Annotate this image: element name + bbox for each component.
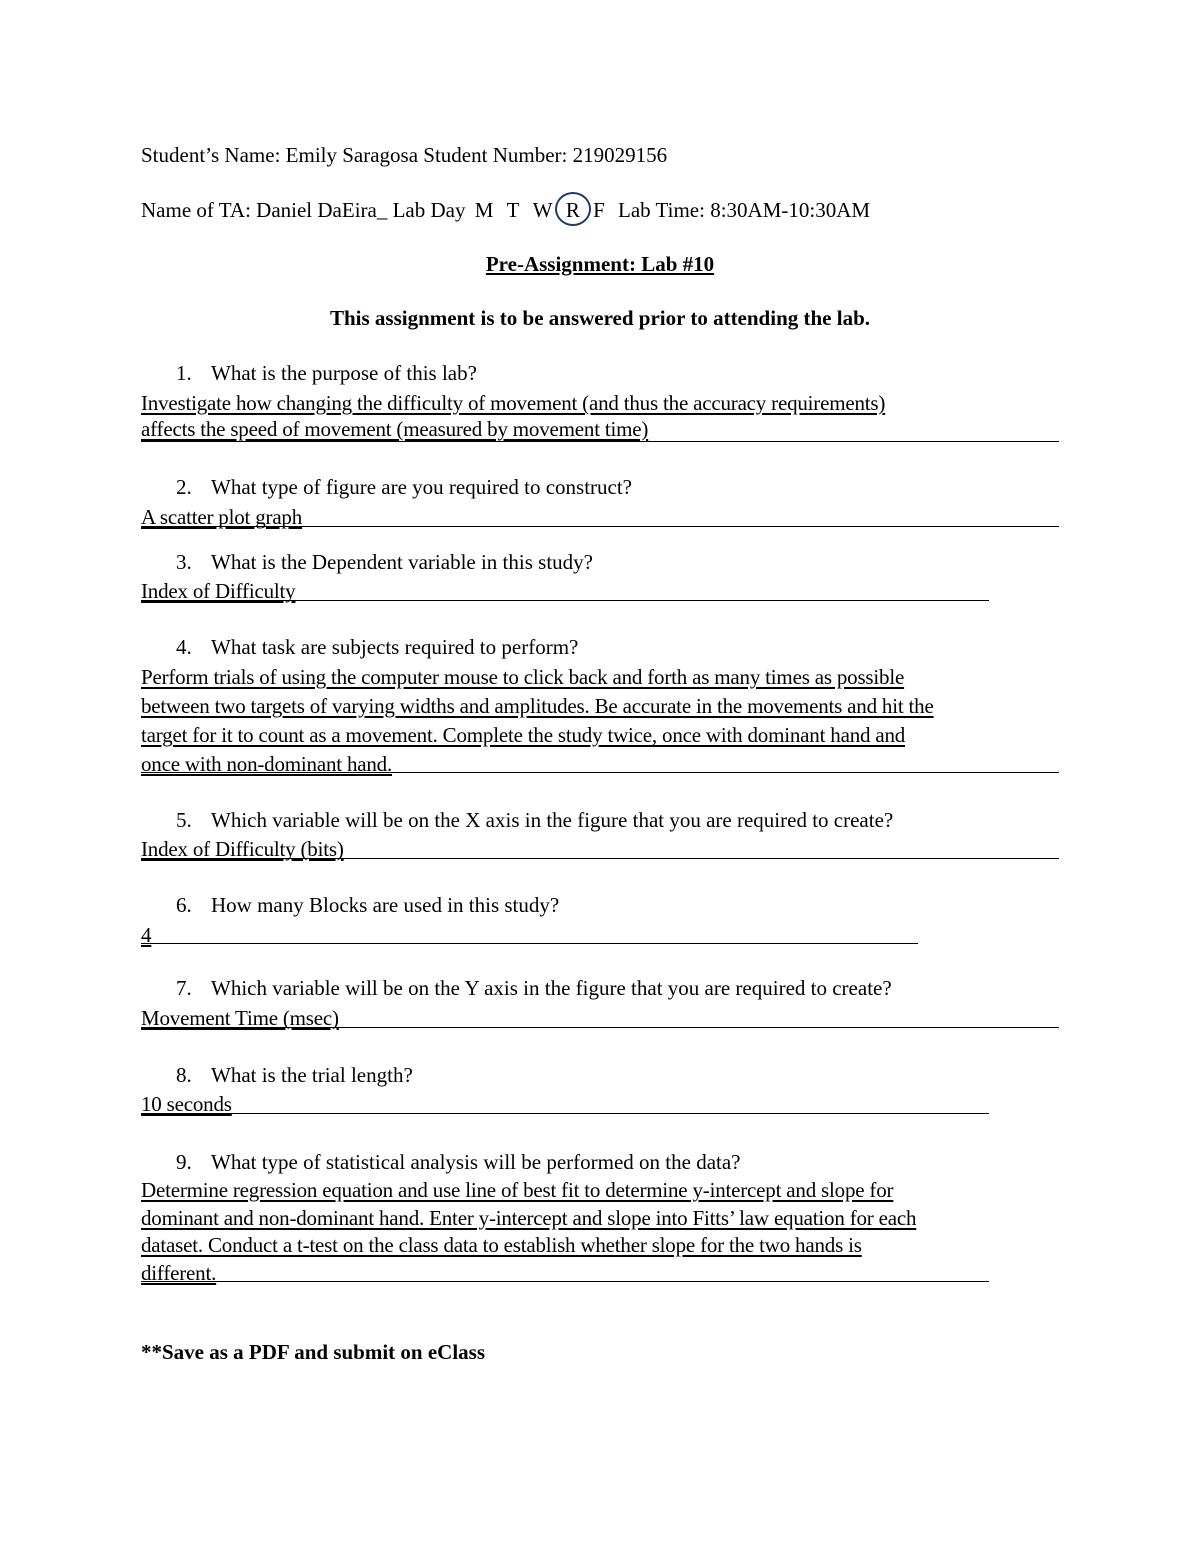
answer-rule — [141, 772, 1059, 773]
answer-line: dominant and non-dominant hand. Enter y-intercept and slope into Fitts’ law equation for each — [141, 1205, 917, 1230]
answer-line: 4 — [141, 923, 152, 947]
question-text: Which variable will be on the Y axis in the figure that you are required to create? — [211, 976, 892, 1000]
answer-rule — [141, 1113, 989, 1114]
answer-line: Perform trials of using the computer mouse to click back and forth as many times as possible — [141, 665, 905, 689]
question-text: What is the trial length? — [211, 1063, 413, 1087]
question-number: 8. — [176, 1063, 192, 1087]
question-number: 4. — [176, 635, 192, 659]
answer-block — [141, 922, 151, 948]
answer-rule — [141, 858, 1059, 859]
day-r-selected: R — [566, 197, 580, 223]
selected-day-circle — [555, 192, 591, 226]
answer-block — [141, 1177, 916, 1287]
answer-line: Index of Difficulty (bits) — [141, 837, 344, 861]
ta-lab-line — [141, 197, 870, 223]
answer-line: Movement Time (msec) — [141, 1006, 339, 1030]
question-number: 5. — [176, 808, 192, 832]
submit-note: **Save as a PDF and submit on eClass — [141, 1340, 486, 1364]
answer-line: Investigate how changing the difficulty of movement (and thus the accuracy requirements) — [141, 391, 886, 415]
answer-block — [141, 663, 934, 779]
answer-line: Index of Difficulty — [141, 579, 296, 603]
question-text: What is the purpose of this lab? — [211, 361, 477, 385]
page-title: Pre-Assignment: Lab #10 — [485, 252, 715, 276]
question-number: 1. — [176, 361, 192, 385]
answer-line: between two targets of varying widths and amplitudes. Be accurate in the movements and hit the — [141, 694, 934, 718]
question-number: 9. — [176, 1150, 192, 1174]
instruction: This assignment is to be answered prior to attending the lab. — [329, 306, 871, 330]
answer-rule — [141, 943, 918, 944]
question-number: 2. — [176, 475, 192, 499]
student-info-line: Student’s Name: Emily Saragosa Student Number: 219029156 — [141, 143, 668, 167]
answer-line: dataset. Conduct a t-test on the class data to establish whether slope for the two hands is — [141, 1233, 862, 1257]
answer-line: target for it to count as a movement. Complete the study twice, once with dominant hand and — [141, 723, 906, 747]
answer-block — [141, 390, 885, 442]
answer-line: different. — [141, 1260, 217, 1285]
answer-rule — [141, 526, 1059, 527]
answer-line: once with non-dominant hand. — [141, 752, 393, 776]
day-f: F — [593, 198, 605, 222]
answer-line: affects the speed of movement (measured by movement time) — [141, 417, 649, 441]
day-t: T — [506, 198, 520, 222]
answer-rule — [141, 1281, 989, 1282]
day-m: M — [474, 198, 494, 222]
question-text: Which variable will be on the X axis in the figure that you are required to create? — [211, 808, 894, 832]
question-text: What type of figure are you required to construct? — [211, 475, 632, 499]
question-text: How many Blocks are used in this study? — [211, 893, 560, 917]
question-text: What is the Dependent variable in this study? — [211, 550, 593, 574]
answer-line: Determine regression equation and use line of best fit to determine y-intercept and slope for — [141, 1178, 894, 1202]
answer-line: 10 seconds — [141, 1092, 232, 1116]
day-w: W — [532, 198, 553, 222]
question-number: 6. — [176, 893, 192, 917]
question-number: 3. — [176, 550, 192, 574]
question-number: 7. — [176, 976, 192, 1000]
answer-rule — [141, 441, 1059, 442]
question-text: What type of statistical analysis will be performed on the data? — [211, 1150, 741, 1174]
answer-line: A scatter plot graph — [141, 505, 303, 529]
question-text: What task are subjects required to perform? — [211, 635, 579, 659]
ta-label: Name of TA: Daniel DaEira_ Lab Day — [141, 198, 466, 222]
lab-time: Lab Time: 8:30AM-10:30AM — [618, 198, 871, 222]
answer-rule — [141, 1027, 1059, 1028]
answer-rule — [141, 600, 989, 601]
